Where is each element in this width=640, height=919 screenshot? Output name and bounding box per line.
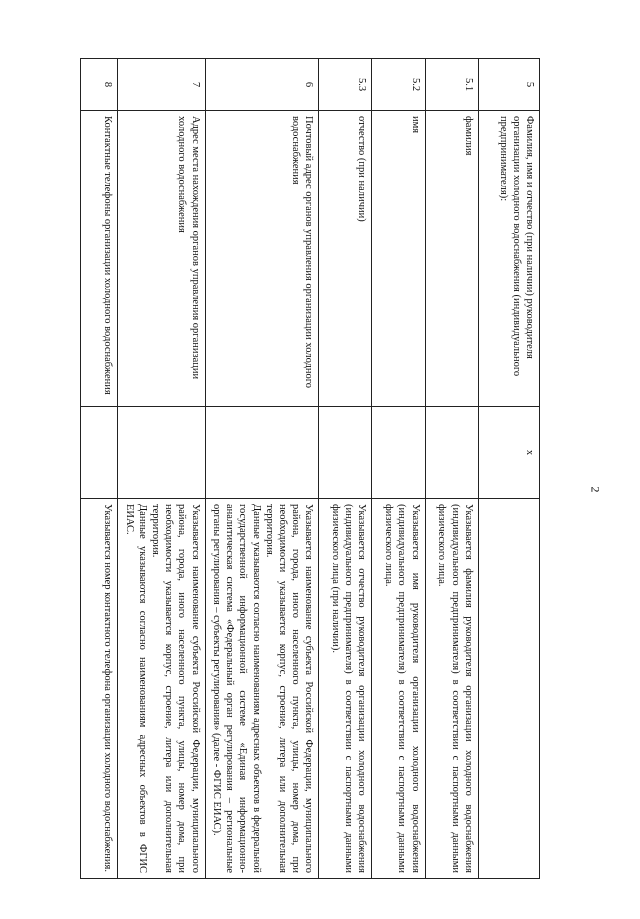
description-paragraph: Указывается отчество руководителя организации холодного водоснабжения (индивидуального предпринимателя) в соответствии с паспортными данными физического лица (при наличии).	[330, 504, 368, 873]
row-mark	[81, 407, 118, 499]
table-row	[118, 59, 205, 879]
row-mark: x	[478, 407, 539, 499]
row-number: 6	[205, 59, 318, 111]
row-description	[118, 499, 205, 879]
row-field-name: Контактные телефоны организации холодного водоснабжения	[81, 111, 118, 407]
rotated-page	[80, 58, 540, 878]
table-row	[372, 59, 425, 879]
row-field-name: отчество (при наличии)	[319, 111, 372, 407]
description-paragraph: Указывается наименование субъекта Российской Федерации, муниципального района, города, иного населенного пункта, улицы, номер дома, при необходимости указывается корпус, строение, литера или дополнительная территория.	[263, 504, 315, 873]
row-number: 5	[478, 59, 539, 111]
row-field-name: Фамилия, имя и отчество (при наличии) руководителя организации холодного водоснабжения (индивидуального предпринимателя):	[478, 111, 539, 407]
description-paragraph: Данные указываются согласно наименованиям адресных объектов в федеральной государственной информационной системе «Единая информационно-аналитическая система «Федеральный орган регулирования – региональные органы регулирования – субъекты регулирования» (далее - ФГИС ЕИАС).	[211, 504, 262, 873]
description-paragraph: Указывается наименование субъекта Российской Федерации, муниципального района, города, иного населенного пункта, улицы, номер дома, при необходимости указывается корпус, строение, литера или дополнительная территория.	[150, 504, 201, 873]
table-row	[425, 59, 478, 879]
description-paragraph: Указывается номер контактного телефона организации холодного водоснабжения.	[102, 504, 114, 872]
table-row	[205, 59, 318, 879]
row-mark	[118, 407, 205, 499]
description-paragraph: Указывается имя руководителя организации холодного водоснабжения (индивидуального предпринимателя) в соответствии с паспортными данными физического лица.	[383, 504, 421, 873]
table-row	[81, 59, 118, 879]
row-field-name: Адрес места нахождения органов управления организации холодного водоснабжения	[118, 111, 205, 407]
description-paragraph: Данные указываются согласно наименованиям адресных объектов в ФГИС ЕИАС.	[123, 504, 149, 873]
description-paragraph: Указывается фамилия руководителя организации холодного водоснабжения (индивидуального предпринимателя) в соответствии с паспортными данными физического лица.	[436, 504, 474, 873]
row-description	[478, 499, 539, 879]
page-number: 2	[588, 486, 603, 493]
row-mark	[205, 407, 318, 499]
row-field-name: Почтовый адрес органов управления организации холодного водоснабжения	[205, 111, 318, 407]
table-row	[319, 59, 372, 879]
row-description	[81, 499, 118, 879]
row-field-name: имя	[372, 111, 425, 407]
row-description	[319, 499, 372, 879]
requirements-table	[80, 58, 540, 879]
row-mark	[319, 407, 372, 499]
table-row	[478, 59, 539, 879]
row-number: 5.2	[372, 59, 425, 111]
row-number: 5.3	[319, 59, 372, 111]
row-mark	[425, 407, 478, 499]
row-field-name: фамилия	[425, 111, 478, 407]
row-number: 5.1	[425, 59, 478, 111]
row-description	[425, 499, 478, 879]
row-description	[205, 499, 318, 879]
row-number: 7	[118, 59, 205, 111]
row-mark	[372, 407, 425, 499]
row-description	[372, 499, 425, 879]
row-number: 8	[81, 59, 118, 111]
